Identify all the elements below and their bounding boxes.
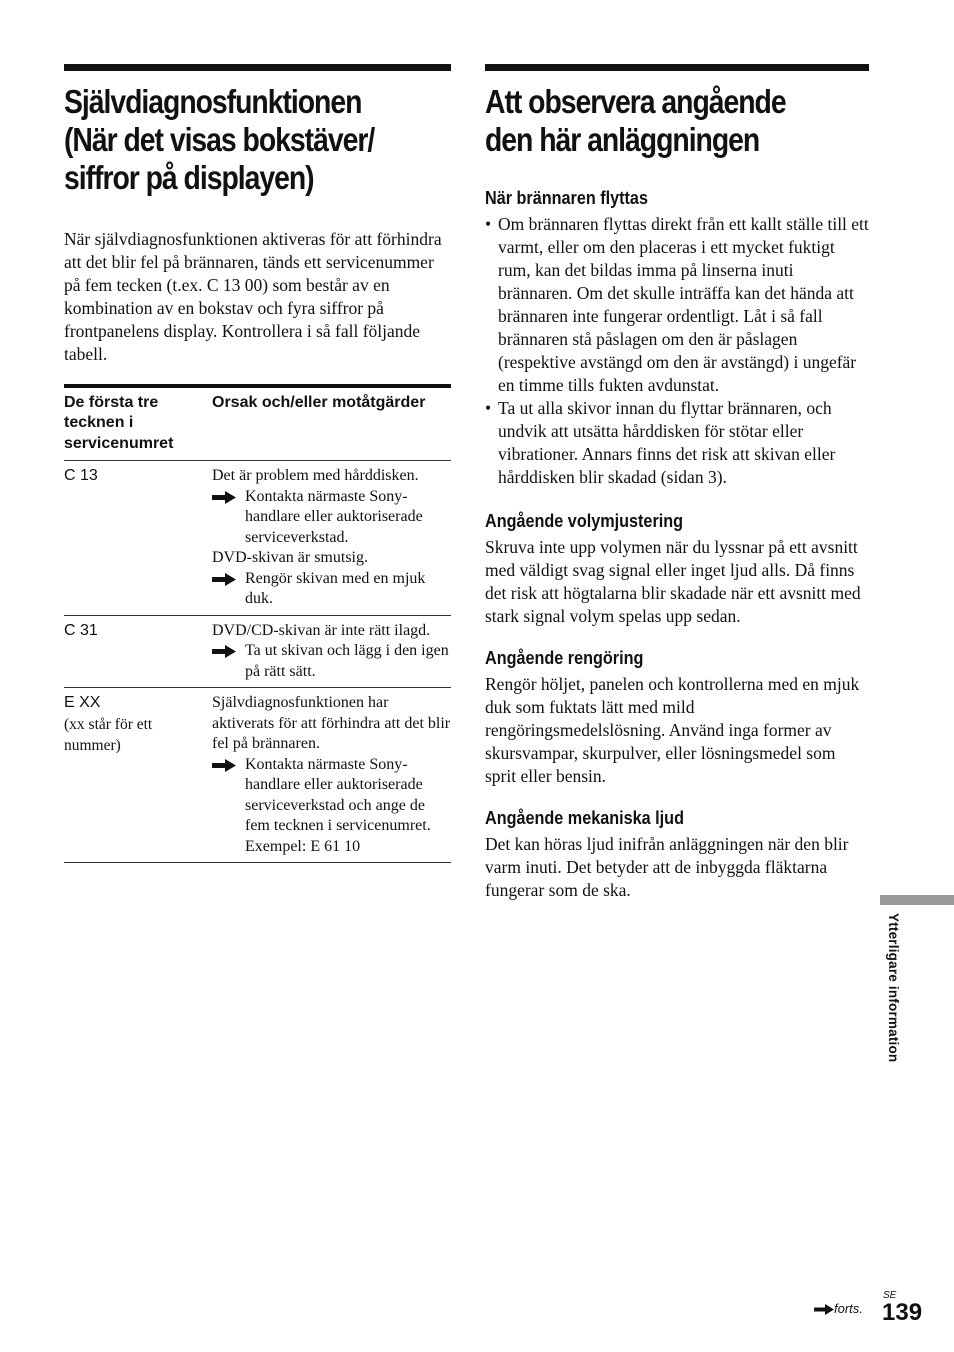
cause-cell xyxy=(212,615,451,688)
title-rule xyxy=(485,64,869,71)
service-code: E XX xyxy=(64,694,101,711)
example-line: Exempel: E 61 10 xyxy=(245,837,361,855)
table-row xyxy=(64,615,451,688)
action-text: Ta ut skivan och lägg i den igen på rätt sätt. xyxy=(245,642,449,680)
cause-cell xyxy=(212,688,451,863)
code-note: (xx står för ett nummer) xyxy=(64,715,153,754)
service-code: C 31 xyxy=(64,621,98,639)
action-line xyxy=(212,641,451,682)
bullet-list xyxy=(485,213,869,489)
action-text: Kontakta närmaste Sony-handlare eller auktoriserade serviceverkstad. xyxy=(245,487,423,546)
bullet-icon: • xyxy=(485,398,492,418)
list-item: • Ta ut alla skivor innan du flyttar brännaren, och undvik att utsätta hårddisken för stötar eller vibrationer. Annars finns det risk att skivan eller hårddisken blir skadad (sidan 3). xyxy=(485,398,836,487)
continued-label: forts. xyxy=(834,1301,863,1316)
left-column xyxy=(64,64,451,863)
cause-line: Det är problem med hårddisken. xyxy=(212,467,419,484)
right-column xyxy=(485,64,869,902)
code-cell xyxy=(64,688,212,863)
action-line xyxy=(212,569,451,610)
action-line xyxy=(212,487,451,549)
service-number-table xyxy=(64,384,451,864)
paragraph: Rengör höljet, panelen och kontrollerna med en mjuk duk som fuktats lätt med mild rengöringsmedelslösning. Använd inga former av skursvampar, skurpulver, eller lösningsmedel som sprit eller bensin. xyxy=(485,674,860,786)
title-rule xyxy=(64,64,451,71)
side-index-tab xyxy=(880,895,954,905)
action-line xyxy=(212,755,451,837)
cause-line: Självdiagnosfunktionen har aktiverats för att förhindra att det blir fel på brännaren. xyxy=(212,694,451,752)
right-arrow-icon xyxy=(212,645,236,658)
action-text: Rengör skivan med en mjuk duk. xyxy=(245,569,426,607)
right-arrow-icon xyxy=(814,1304,834,1315)
subheading: Angående mekaniska ljud xyxy=(485,808,684,828)
paragraph: Skruva inte upp volymen när du lyssnar på ett avsnitt med väldigt svag signal eller inget ljud alls. Då finns det risk att högtalarna blir skadade när ett avsnitt med stark signal volym spelas upp sedan. xyxy=(485,537,861,626)
table-row xyxy=(64,688,451,863)
language-code: SE xyxy=(883,1290,897,1301)
section-title: Att observera angående den här anläggningen xyxy=(485,83,786,158)
continued-indicator xyxy=(814,1301,863,1316)
section-cleaning xyxy=(485,647,869,788)
bullet-icon: • xyxy=(485,214,492,234)
right-arrow-icon xyxy=(212,759,236,772)
code-cell xyxy=(64,461,212,616)
section-noise xyxy=(485,807,869,902)
section-volume xyxy=(485,510,869,628)
intro-paragraph: När självdiagnosfunktionen aktiveras för att förhindra att det blir fel på brännaren, tänds ett servicenummer på fem tecken (t.ex. C 13 00) som består av en kombination av en bokstav och fyra siffror på frontpanelens display. Kontrollera i så fall följande tabell. xyxy=(64,229,442,364)
page-number: 139 xyxy=(882,1299,923,1326)
table-row xyxy=(64,461,451,616)
page-title: Självdiagnosfunktionen (När det visas bokstäver/ siffror på displayen) xyxy=(64,83,375,196)
cause-line: DVD/CD-skivan är inte rätt ilagd. xyxy=(212,621,431,639)
service-code: C 13 xyxy=(64,467,98,484)
code-cell xyxy=(64,615,212,688)
right-arrow-icon xyxy=(212,573,236,586)
subheading: Angående rengöring xyxy=(485,648,644,668)
right-arrow-icon xyxy=(212,491,236,504)
side-tab-label: Ytterligare information xyxy=(886,913,901,1063)
table-header-cause: Orsak och/eller motåtgärder xyxy=(212,386,451,461)
cause-cell xyxy=(212,461,451,616)
subheading: När brännaren flyttas xyxy=(485,188,648,208)
section-moving xyxy=(485,187,869,489)
paragraph: Det kan höras ljud inifrån anläggningen när den blir varm inuti. Det betyder att de inbyggda fläktarna fungerar som de ska. xyxy=(485,834,849,900)
subheading: Angående volymjustering xyxy=(485,511,684,531)
table-header-code: De första tre tecknen i servicenumret xyxy=(64,386,212,461)
list-item: • Om brännaren flyttas direkt från ett kallt ställe till ett varmt, eller om den placeras i ett mycket fuktigt rum, kan det bildas imma på linserna inuti brännaren. Om det skulle inträffa kan det hända att brännaren inte fungerar ordentligt. Låt i så fall brännaren stå påslagen om den är påslagen (respektive avstängd om den är avstängd) i ungefär en timme tills fukten avdunstat. xyxy=(485,214,869,395)
cause-line: DVD-skivan är smutsig. xyxy=(212,549,368,566)
action-text: Kontakta närmaste Sony-handlare eller auktoriserade serviceverkstad och ange de fem tecknen i servicenumret. xyxy=(245,755,431,834)
